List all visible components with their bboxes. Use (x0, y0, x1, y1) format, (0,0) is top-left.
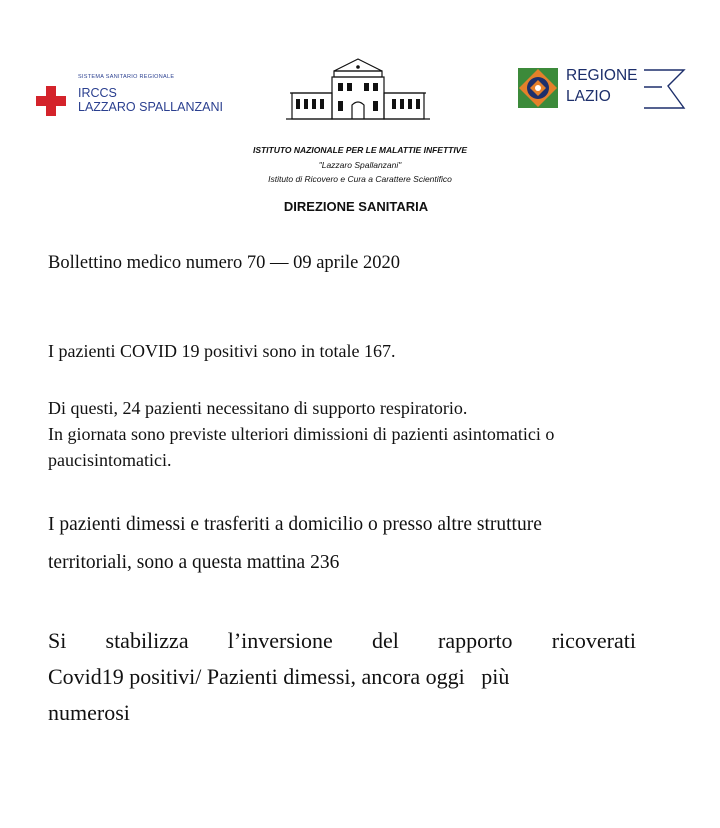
bulletin-title: Bollettino medico numero 70 — 09 aprile 2020 (48, 253, 400, 273)
institute-building-icon (286, 57, 430, 121)
logo-irccs: IRCCS (78, 86, 117, 100)
bulletin-paragraph: I pazienti dimessi e trasferiti a domicilio o presso altre strutture (48, 514, 542, 535)
bulletin-paragraph: In giornata sono previste ulteriori dimissioni di pazienti asintomatici o (48, 424, 555, 444)
lazio-emblem-icon (516, 66, 560, 110)
bulletin-paragraph: paucisintomatici. (48, 450, 172, 470)
logo-lazio: LAZIO (566, 88, 611, 105)
institute-description: Istituto di Ricovero e Cura a Carattere Scientifico (268, 174, 452, 184)
chevron-lines-icon (644, 68, 688, 110)
bulletin-paragraph: I pazienti COVID 19 positivi sono in totale 167. (48, 341, 396, 361)
bulletin-highlight: numerosi (48, 700, 130, 725)
bulletin-paragraph: Di questi, 24 pazienti necessitano di supporto respiratorio. (48, 398, 468, 418)
spallanzani-logo (34, 72, 234, 118)
department-heading: DIREZIONE SANITARIA (283, 199, 429, 214)
red-cross-icon (36, 86, 66, 116)
bulletin-highlight: Si stabilizza l’inversione del rapporto ricoverati (48, 628, 636, 653)
logo-tagline: SISTEMA SANITARIO REGIONALE (78, 74, 175, 80)
regione-lazio-logo (516, 66, 688, 114)
logo-regione: REGIONE (566, 67, 638, 84)
logo-spallanzani: LAZZARO SPALLANZANI (78, 100, 223, 114)
bulletin-paragraph: territoriali, sono a questa mattina 236 (48, 552, 340, 573)
institute-name: ISTITUTO NAZIONALE PER LE MALATTIE INFETTIVE (252, 145, 468, 155)
institute-quote: "Lazzaro Spallanzani" (318, 160, 402, 170)
bulletin-highlight: Covid19 positivi/ Pazienti dimessi, ancora oggi più (48, 664, 510, 689)
